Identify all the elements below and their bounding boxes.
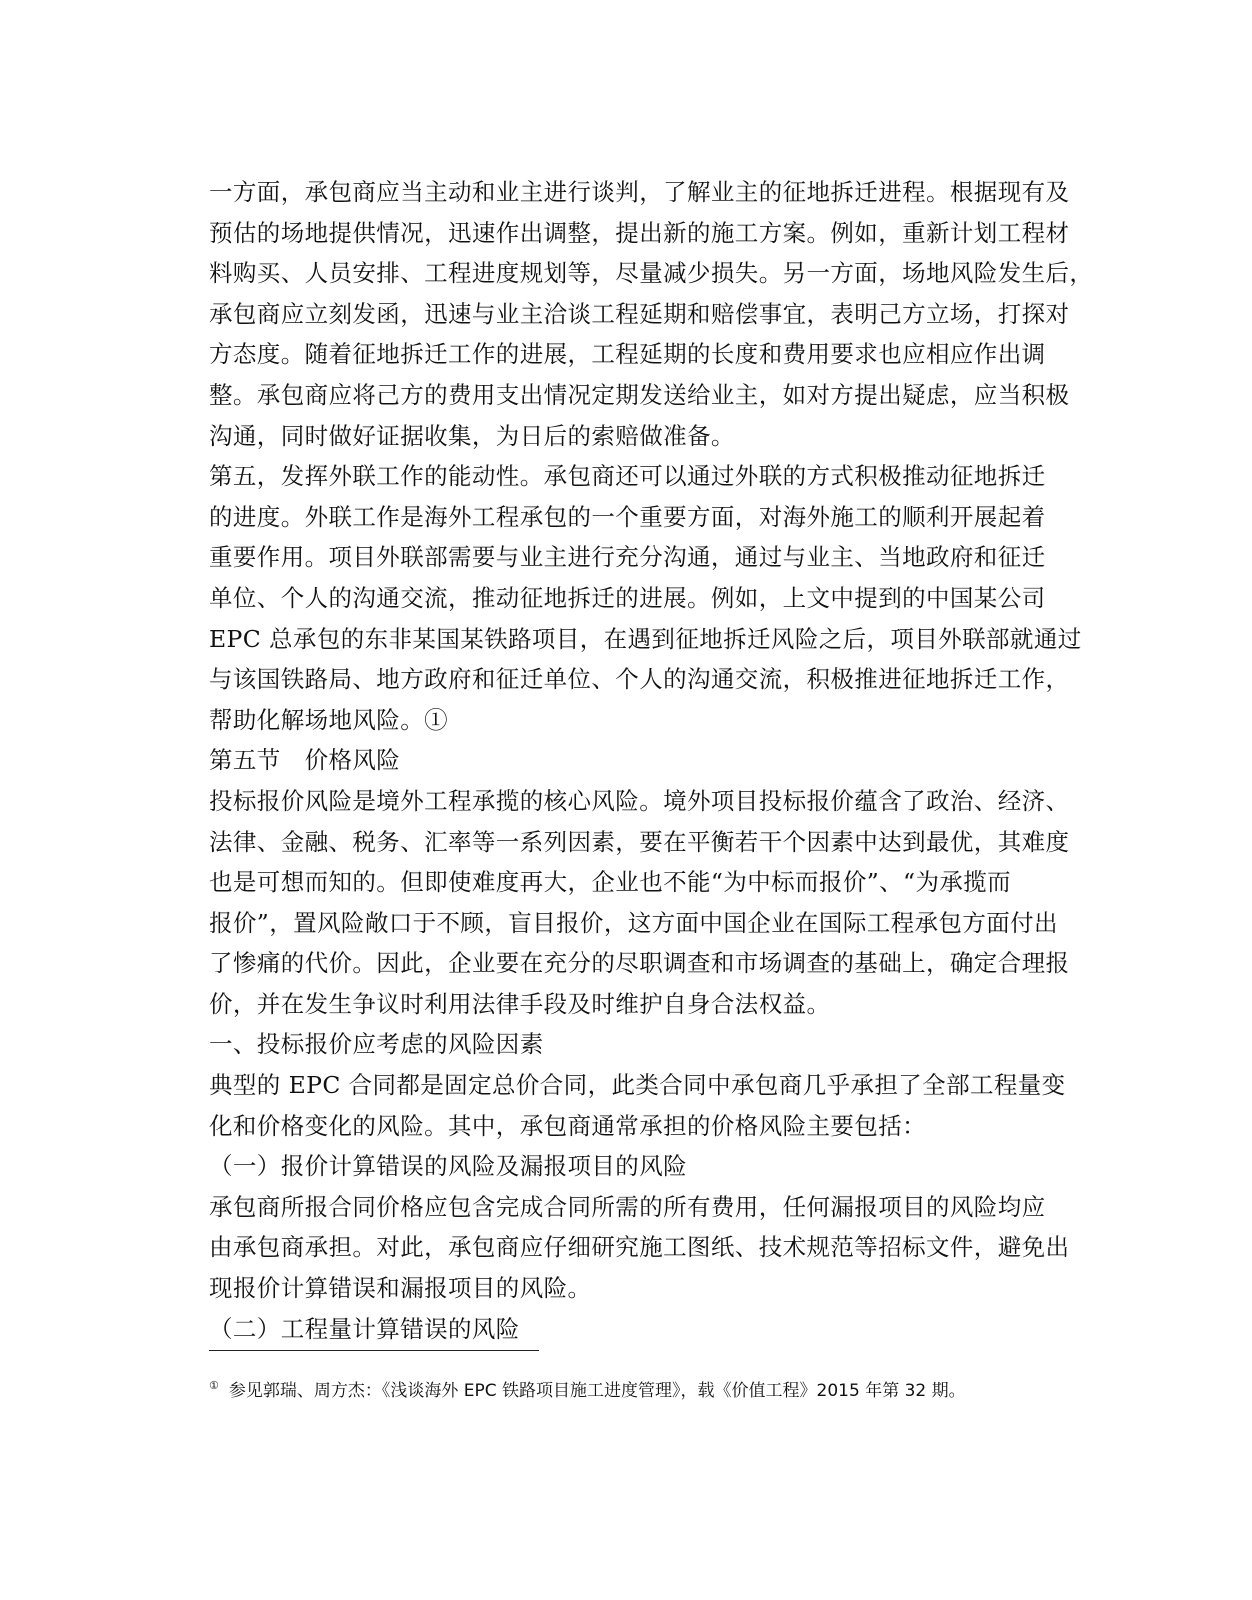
paragraph-line: 方态度。随着征地拆迁工作的进展，工程延期的长度和费用要求也应相应作出调	[209, 340, 1046, 369]
paragraph-line: 预估的场地提供情况，迅速作出调整，提出新的施工方案。例如，重新计划工程材	[209, 218, 1070, 247]
paragraph-line: 整。承包商应将己方的费用支出情况定期发送给业主，如对方提出疑虑，应当积极	[209, 380, 1070, 409]
subsection-heading: （二）工程量计算错误的风险	[209, 1314, 520, 1343]
paragraph-line: 价，并在发生争议时利用法律手段及时维护自身合法权益。	[209, 989, 831, 1018]
paragraph-line: 单位、个人的沟通交流，推动征地拆迁的进展。例如，上文中提到的中国某公司	[209, 583, 1046, 612]
paragraph-line: 典型的 EPC 合同都是固定总价合同，此类合同中承包商几乎承担了全部工程量变	[209, 1071, 1066, 1100]
paragraph-line: 沟通，同时做好证据收集，为日后的索赔做准备。	[209, 421, 735, 450]
paragraph-line: 承包商应立刻发函，迅速与业主洽谈工程延期和赔偿事宜，表明己方立场，打探对	[209, 299, 1070, 328]
paragraph-line: 法律、金融、税务、汇率等一系列因素，要在平衡若干个因素中达到最优，其难度	[209, 827, 1070, 856]
paragraph-line: 的进度。外联工作是海外工程承包的一个重要方面，对海外施工的顺利开展起着	[209, 502, 1046, 531]
paragraph-line: 化和价格变化的风险。其中，承包商通常承担的价格风险主要包括：	[209, 1111, 926, 1140]
paragraph-line: 报价”，置风险敞口于不顾，盲目报价，这方面中国企业在国际工程承包方面付出	[209, 908, 1058, 937]
paragraph-line: 承包商所报合同价格应包含完成合同所需的所有费用，任何漏报项目的风险均应	[209, 1192, 1046, 1221]
footnote-text: 参见郭瑞、周方杰：《浅谈海外 EPC 铁路项目施工进度管理》，载《价值工程》2015 年第 32 期。	[228, 1381, 966, 1401]
body-text	[209, 172, 1094, 1349]
subsection-heading: 一、投标报价应考虑的风险因素	[209, 1030, 544, 1059]
footnote-divider	[209, 1350, 539, 1351]
footnote-marker: ①	[209, 1379, 219, 1392]
paragraph-line: EPC 总承包的东非某国某铁路项目，在遇到征地拆迁风险之后，项目外联部就通过	[209, 624, 1082, 653]
paragraph-line: 重要作用。项目外联部需要与业主进行充分沟通，通过与业主、当地政府和征迁	[209, 543, 1046, 572]
subsection-heading: （一）报价计算错误的风险及漏报项目的风险	[209, 1152, 687, 1181]
paragraph-line: 由承包商承担。对此，承包商应仔细研究施工图纸、技术规范等招标文件，避免出	[209, 1233, 1070, 1262]
paragraph-line: 也是可想而知的。但即使难度再大，企业也不能“为中标而报价”、“为承揽而	[209, 868, 1012, 897]
paragraph-line: 了惨痛的代价。因此，企业要在充分的尽职调查和市场调查的基础上，确定合理报	[209, 949, 1070, 978]
footnote	[209, 1374, 1039, 1403]
paragraph-line: 第五，发挥外联工作的能动性。承包商还可以通过外联的方式积极推动征地拆迁	[209, 462, 1046, 491]
paragraph-line: 帮助化解场地风险。①	[209, 705, 448, 734]
paragraph-line: 一方面，承包商应当主动和业主进行谈判，了解业主的征地拆迁进程。根据现有及	[209, 178, 1070, 206]
paragraph-line: 与该国铁路局、地方政府和征迁单位、个人的沟通交流，积极推进征地拆迁工作，	[209, 665, 1070, 694]
paragraph-line: 现报价计算错误和漏报项目的风险。	[209, 1274, 592, 1303]
paragraph-line: 投标报价风险是境外工程承揽的核心风险。境外项目投标报价蕴含了政治、经济、	[209, 786, 1070, 815]
paragraph-line: 料购买、人员安排、工程进度规划等，尽量减少损失。另一方面，场地风险发生后，	[209, 259, 1094, 288]
section-heading: 第五节 价格风险	[209, 746, 401, 775]
